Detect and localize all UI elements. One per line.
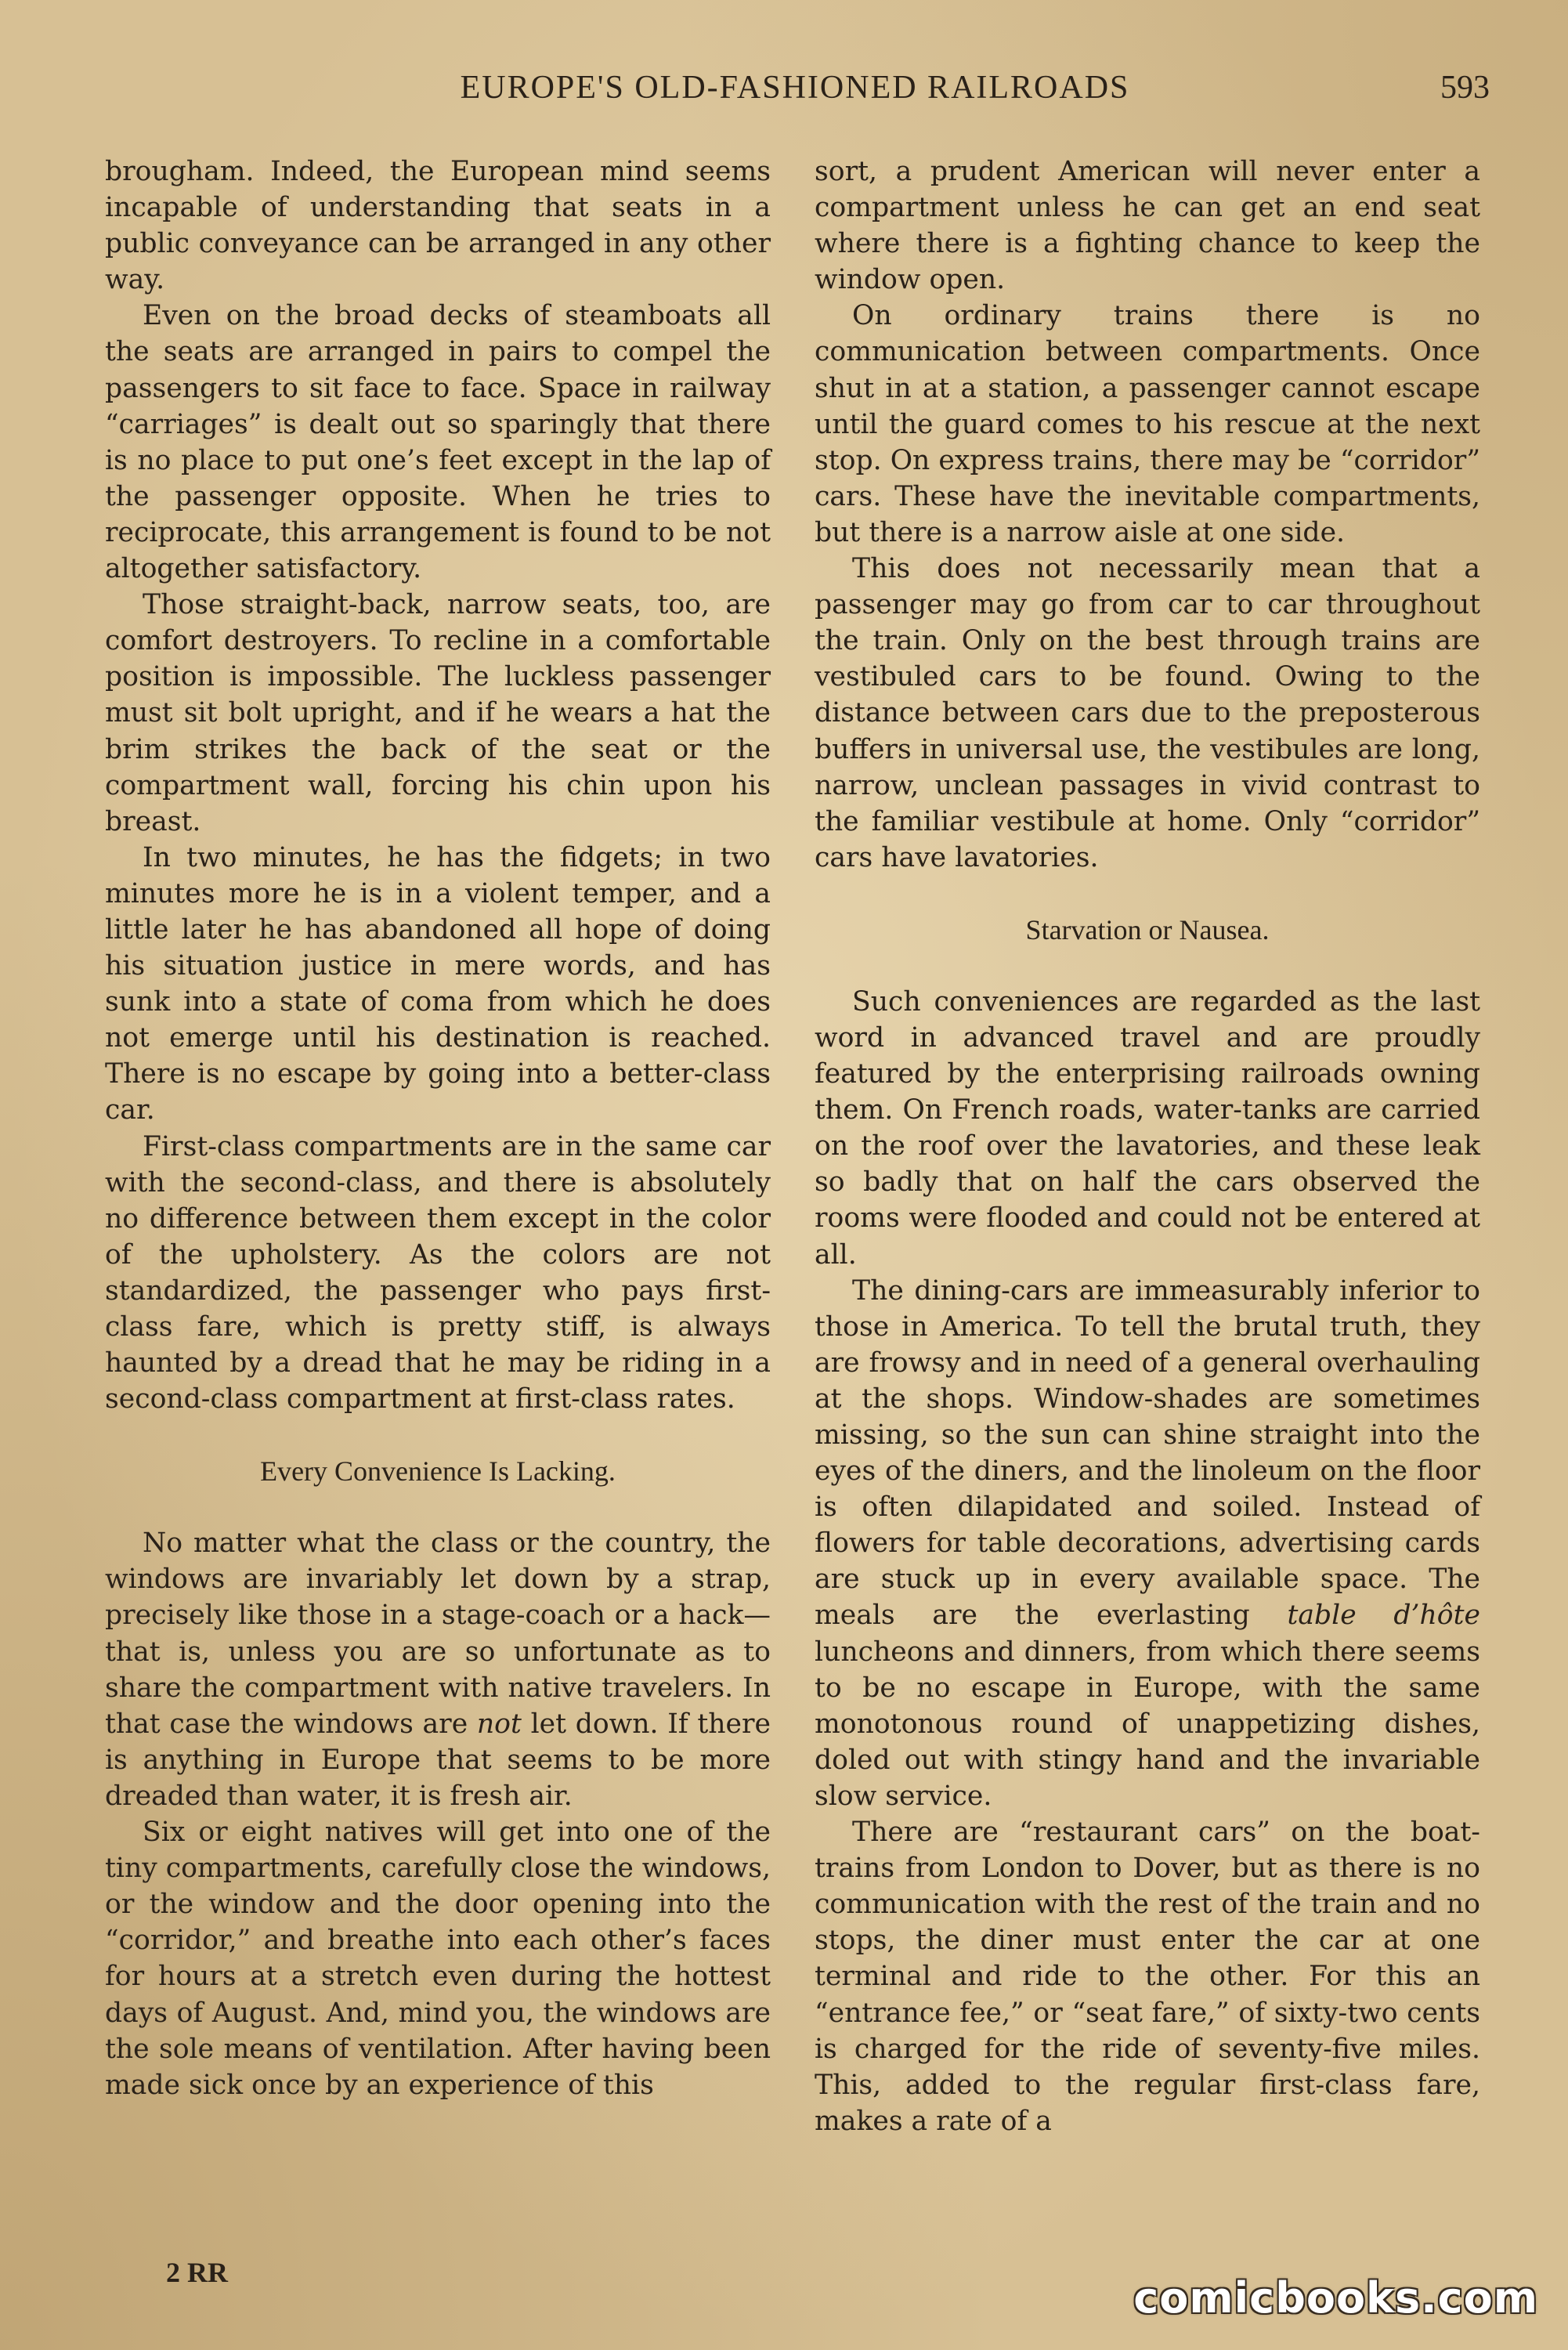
emphasis: not — [476, 1708, 522, 1740]
paragraph — [815, 1273, 1480, 1814]
paragraph: brougham. Indeed, the European mind seems incapable of understanding that seats in a public conveyance can be arranged in any other way. — [105, 156, 771, 296]
paragraph: On ordinary trains there is no communication between compartments. Once shut in at a station, a passenger cannot escape until the guard comes to his rescue at the next stop. On express trains, there may be “corridor” cars. These have the inevitable compartments, but there is a narrow aisle at one side. — [815, 300, 1480, 548]
running-head: EUROPE'S OLD-FASHIONED RAILROADS — [460, 70, 1130, 106]
paragraph: There are “restaurant cars” on the boat-trains from London to Dover, but as there is no communication with the rest of the train and no stops, the diner must enter the car at one terminal and ride to the other. For this an “entrance fee,” or “seat fare,” of sixty-two cents is charged for the ride of seventy-five miles. This, added to the regular first-class fare, makes a rate of a — [815, 1817, 1480, 2137]
signature-mark: 2 RR — [166, 2257, 228, 2288]
right-column — [815, 154, 1480, 2139]
paragraph: Six or eight natives will get into one of the tiny compartments, carefully close the windows, or the window and the door opening into the “corridor,” and breathe into each other’s faces for hours at a stretch even during the hottest days of August. And, mind you, the windows are the sole means of ventilation. After having been made sick once by an experience of this — [105, 1817, 771, 2101]
section-heading: Starvation or Nausea. — [1025, 913, 1270, 945]
paragraph: First-class compartments are in the same car with the second-class, and there is absolutely no difference between them except in the color of the upholstery. As the colors are not standardized, the passenger who pays first-class fare, which is pretty stiff, is always haunted by a dread that he may be riding in a second-class compartment at first-class rates. — [105, 1130, 771, 1415]
paragraph — [105, 1525, 771, 1814]
paragraph: In two minutes, he has the fidgets; in two minutes more he is in a violent temper, and a little later he has abandoned all hope of doing his situation justice in mere words, and has sunk into a state of coma from which he does not emerge until his destination is reached. There is no escape by going into a better-class car. — [105, 841, 771, 1126]
text-run: luncheons and dinners, from which there seems to be no escape in Europe, with the same monotonous round of unappetizing dishes, doled out with stingy hand and the invariable slow service. — [815, 1636, 1480, 1812]
page-header — [100, 64, 1490, 111]
left-column — [105, 154, 771, 2103]
paragraph: Even on the broad decks of steamboats all the seats are arranged in pairs to compel the passengers to sit face to face. Space in railway “carriages” is dealt out so sparingly that there is no place to put one’s feet except in the lap of the passenger opposite. When he tries to reciprocate, this arrangement is found to be not altogether satisfactory. — [105, 300, 771, 585]
text-run: The dining-cars are immeasurably inferior to those in America. To tell the brutal truth, they are frowsy and in need of a general overhauling at the shops. Window-shades are sometimes missing, so the sun can shine straight into the eyes of the diners, and the linoleum on the floor is often dilapidated and soiled. Instead of flowers for table decorations, advertising cards are stuck up in every available space. The meals are the everlasting — [815, 1274, 1480, 1632]
paragraph: Such conveniences are regarded as the last word in advanced travel and are proudly featured by the enterprising railroads owning them. On French roads, water-tanks are carried on the roof over the lavatories, and these leak so badly that on half the cars observed the rooms were flooded and could not be entered at all. — [815, 985, 1480, 1271]
emphasis: table d’hôte — [1287, 1600, 1480, 1632]
text-run: No matter what the class or the country, the windows are invariably let down by a strap, precisely like those in a stage-coach or a hack—that is, unless you are so unfortunate as to share the compartment with native travelers. In that case the windows are — [105, 1528, 771, 1740]
text-run: let down. If there is anything in Europe that seems to be more dreaded than water, it is fresh air. — [105, 1708, 771, 1812]
paragraph: Those straight-back, narrow seats, too, are comfort destroyers. To recline in a comfortable position is impossible. The luckless passenger must sit bolt upright, and if he wears a hat the brim strikes the back of the seat or the compartment wall, forcing his chin upon his breast. — [105, 589, 771, 837]
section-heading: Every Convenience Is Lacking. — [260, 1455, 616, 1488]
paragraph: sort, a prudent American will never enter a compartment unless he can get an end seat where there is a fighting chance to keep the window open. — [815, 156, 1480, 296]
watermark: comicbooks.com — [1133, 2273, 1538, 2323]
paragraph: This does not necessarily mean that a passenger may go from car to car throughout the train. Only on the best through trains are vestibuled cars to be found. Owing to the distance between cars due to the preposterous buffers in universal use, the vestibules are long, narrow, unclean passages in vivid contrast to the familiar vestibule at home. Only “corridor” cars have lavatories. — [815, 553, 1480, 873]
page-number: 593 — [1440, 70, 1490, 106]
